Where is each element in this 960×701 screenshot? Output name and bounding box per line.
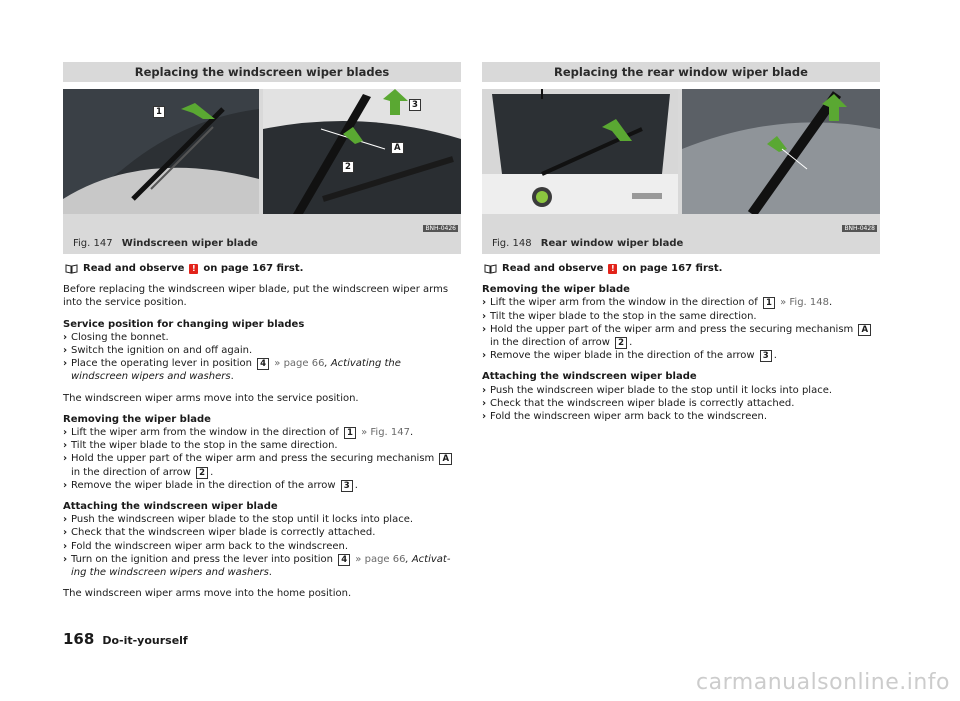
- footer-section: Do-it-yourself: [102, 634, 188, 647]
- rear-wiper-illustration: [482, 89, 880, 214]
- intro-text: Before replacing the windscreen wiper blade, put the windscreen wiper arms into the service position.: [63, 284, 449, 309]
- list-item: › Remove the wiper blade in the direction of the arrow 3 .: [63, 479, 358, 491]
- left-column: [63, 62, 461, 608]
- fig-label-2: 2: [342, 161, 354, 173]
- figure-title: Rear window wiper blade: [540, 238, 684, 249]
- list-item: › Switch the ignition on and off again.: [63, 345, 253, 357]
- list-item: › Push the windscreen wiper blade to the stop until it locks into place.: [482, 384, 833, 396]
- removing-list: [63, 426, 461, 492]
- page-footer: [63, 630, 188, 648]
- fig-label-A: A: [391, 142, 404, 154]
- read-observe-text: Read and observe: [83, 263, 185, 274]
- figure-148: [482, 89, 880, 234]
- attaching-list: [482, 384, 880, 424]
- service-heading: Service position for changing wiper blades: [63, 318, 305, 330]
- list-item: › Hold the upper part of the wiper arm and press the securing mechanism A in the direction of arrow 2 .: [482, 323, 880, 349]
- list-item: › Lift the wiper arm from the window in the direction of 1 » Fig. 147.: [63, 427, 414, 439]
- read-observe-page: on page 167 first.: [203, 263, 304, 274]
- list-item: › Lift the wiper arm from the window in the direction of 1 » Fig. 148.: [482, 297, 833, 309]
- removing-heading: Removing the wiper blade: [482, 284, 630, 296]
- list-item: › Check that the windscreen wiper blade is correctly attached.: [482, 397, 795, 409]
- figure-caption: [482, 234, 880, 254]
- left-body: [63, 262, 461, 600]
- page-link[interactable]: » page 66: [355, 553, 406, 565]
- figure-number: Fig. 147: [73, 238, 113, 249]
- book-icon: [484, 264, 497, 274]
- page-link[interactable]: » page 66: [274, 358, 325, 370]
- service-list: [63, 331, 461, 384]
- list-item: › Hold the upper part of the wiper arm and press the securing mechanism A in the direction of arrow 2 .: [63, 452, 461, 478]
- attaching-heading: Attaching the windscreen wiper blade: [63, 501, 278, 513]
- figure-147: [63, 89, 461, 234]
- figure-link[interactable]: » Fig. 148: [780, 297, 830, 309]
- list-item: › Fold the windscreen wiper arm back to the windscreen.: [63, 540, 349, 552]
- fig-label-1: 1: [153, 106, 165, 118]
- list-item: › Push the windscreen wiper blade to the stop until it locks into place.: [63, 514, 414, 526]
- key-label: 4: [257, 358, 269, 370]
- warning-icon: !: [608, 264, 617, 274]
- read-observe-text: Read and observe: [502, 263, 604, 274]
- service-result: The windscreen wiper arms move into the service position.: [63, 392, 359, 404]
- list-item: › Place the operating lever in position 4 » page 66, Activating the windscreen wipers and washers.: [63, 358, 401, 383]
- figure-caption: [63, 234, 461, 254]
- figure-number: Fig. 148: [492, 238, 532, 249]
- attaching-list: [63, 513, 461, 579]
- list-item: › Remove the wiper blade in the direction of the arrow 3 .: [482, 350, 777, 362]
- warning-icon: !: [189, 264, 198, 274]
- fig-label-3: 3: [409, 99, 421, 111]
- right-body: [482, 262, 880, 423]
- figure-link[interactable]: » Fig. 147: [361, 427, 411, 439]
- page-number: 168: [63, 630, 95, 648]
- figure-code: BNH-0428: [844, 225, 875, 232]
- section-title: Replacing the rear window wiper blade: [482, 62, 880, 82]
- list-item: › Tilt the wiper blade to the stop in the same direction.: [63, 440, 338, 452]
- list-item: › Tilt the wiper blade to the stop in the same direction.: [482, 310, 757, 322]
- figure-title: Windscreen wiper blade: [121, 238, 258, 249]
- read-observe: [63, 262, 461, 275]
- list-item: › Closing the bonnet.: [63, 331, 169, 343]
- figure-code: BNH-0426: [425, 225, 456, 232]
- right-column: [482, 62, 880, 431]
- list-item: › Turn on the ignition and press the lever into position 4 » page 66, Activat-ing the windscreen wipers and washers.: [63, 553, 451, 579]
- final-text: The windscreen wiper arms move into the home position.: [63, 588, 352, 600]
- removing-heading: Removing the wiper blade: [63, 413, 211, 425]
- read-observe: [482, 262, 880, 275]
- book-icon: [65, 264, 78, 274]
- read-observe-page: on page 167 first.: [622, 263, 723, 274]
- section-title: Replacing the windscreen wiper blades: [63, 62, 461, 82]
- watermark: carmanualsonline.info: [696, 670, 950, 695]
- list-item: › Check that the windscreen wiper blade is correctly attached.: [63, 527, 376, 539]
- list-item: › Fold the windscreen wiper arm back to the windscreen.: [482, 411, 768, 423]
- attaching-heading: Attaching the windscreen wiper blade: [482, 371, 697, 383]
- removing-list: [482, 296, 880, 362]
